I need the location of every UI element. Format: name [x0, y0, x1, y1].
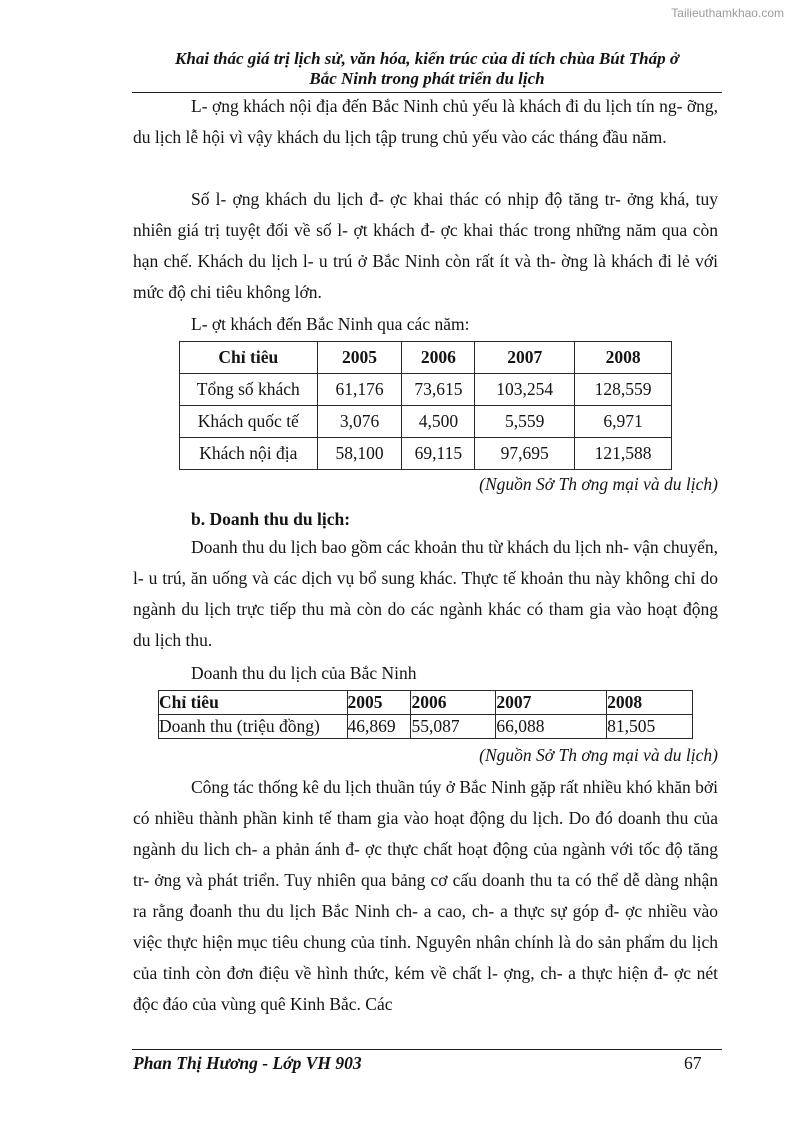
table-cell: Khách nội địa [180, 438, 318, 470]
visitors-table [179, 341, 672, 470]
table-cell: Tổng số khách [180, 374, 318, 406]
table-cell: 103,254 [475, 374, 575, 406]
paragraph-2: Số l- ợng khách du lịch đ- ợc khai thác có nhịp độ tăng tr- ởng khá, tuy nhiên giá trị tuyệt đối về số l- ợt khách đ- ợc khai thác trong những năm qua còn hạn chế. Khách du lịch l- u trú ở Bắc Ninh còn rất ít và th- ờng là khách đi lẻ với mức độ chi tiêu không lớn. [133, 189, 718, 302]
table-row [180, 406, 672, 438]
paragraph-1: L- ợng khách nội địa đến Bắc Ninh chủ yếu là khách đi du lịch tín ng- ỡng, du lịch lễ hội vì vậy khách du lịch tập trung chủ yếu vào các tháng đầu năm. [133, 96, 718, 147]
table-header-cell: 2007 [475, 342, 575, 374]
watermark: Tailieuthamkhao.com [671, 6, 784, 20]
table-row [180, 374, 672, 406]
table-header-cell: 2005 [347, 691, 411, 715]
table-cell: 69,115 [402, 438, 475, 470]
table-cell: 5,559 [475, 406, 575, 438]
table-cell: 61,176 [317, 374, 402, 406]
table-cell: 3,076 [317, 406, 402, 438]
paragraph-3: Doanh thu du lịch bao gồm các khoản thu từ khách du lịch nh- vận chuyển, l- u trú, ăn uống và các dịch vụ bổ sung khác. Thực tế khoản thu này không chỉ do ngành du lịch trực tiếp thu mà còn do các ngành khác có tham gia vào hoạt động du lịch thu. [133, 537, 718, 650]
table1-source: (Nguồn Sở Th ơng mại và du lịch) [479, 474, 718, 494]
table-header-row [180, 342, 672, 374]
footer-divider [132, 1049, 722, 1050]
page-header [132, 49, 722, 89]
paragraph-4: Công tác thống kê du lịch thuần túy ở Bắc Ninh gặp rất nhiều khó khăn bởi có nhiều thành phần kinh tế tham gia vào hoạt động du lịch. Do đó doanh thu của ngành du lich ch- a phản ánh đ- ợc thực chất hoạt động của ngành với tốc độ tăng tr- ởng và phát triển. Tuy nhiên qua bảng cơ cấu doanh thu ta có thể dễ dàng nhận ra rằng đoanh thu du lịch Bắc Ninh ch- a cao, ch- a thực sự góp đ- ợc nhiều vào việc thực hiện mục tiêu chung của tỉnh. Nguyên nhân chính là do sản phẩm du lịch của tỉnh còn đơn điệu về hình thức, kém về chất l- ợng, ch- a thực hiện đ- ợc nét độc đáo của vùng quê Kinh Bắc. Các [133, 777, 718, 1014]
table2-source: (Nguồn Sở Th ơng mại và du lịch) [479, 745, 718, 765]
table-header-cell: 2008 [575, 342, 672, 374]
table-header-cell: 2006 [411, 691, 496, 715]
table-cell: Doanh thu (triệu đồng) [159, 715, 348, 739]
header-line-2: Bắc Ninh trong phát triển du lịch [309, 69, 545, 88]
table-header-cell: 2006 [402, 342, 475, 374]
table-cell: 4,500 [402, 406, 475, 438]
table-header-row [159, 691, 693, 715]
table-cell: 58,100 [317, 438, 402, 470]
table-row [159, 715, 693, 739]
table-cell: 73,615 [402, 374, 475, 406]
table1-caption: L- ợt khách đến Bắc Ninh qua các năm: [191, 314, 470, 334]
header-line-1: Khai thác giá trị lịch sử, văn hóa, kiến trúc của di tích chùa Bút Tháp ở [175, 49, 679, 68]
table-header-cell: Chỉ tiêu [180, 342, 318, 374]
table-header-cell: 2007 [496, 691, 607, 715]
table-row [180, 438, 672, 470]
table2-caption: Doanh thu du lịch của Bắc Ninh [191, 663, 417, 683]
table-cell: 128,559 [575, 374, 672, 406]
table-cell: 121,588 [575, 438, 672, 470]
table-cell: 81,505 [607, 715, 693, 739]
table-header-cell: Chỉ tiêu [159, 691, 348, 715]
page-number: 67 [684, 1053, 702, 1073]
table-cell: 6,971 [575, 406, 672, 438]
section-heading: b. Doanh thu du lịch: [191, 509, 351, 529]
footer-author: Phan Thị Hương - Lớp VH 903 [133, 1053, 362, 1073]
revenue-table [158, 690, 693, 739]
table-cell: Khách quốc tế [180, 406, 318, 438]
table-cell: 97,695 [475, 438, 575, 470]
table-cell: 66,088 [496, 715, 607, 739]
table-header-cell: 2008 [607, 691, 693, 715]
table-cell: 46,869 [347, 715, 411, 739]
table-cell: 55,087 [411, 715, 496, 739]
table-header-cell: 2005 [317, 342, 402, 374]
